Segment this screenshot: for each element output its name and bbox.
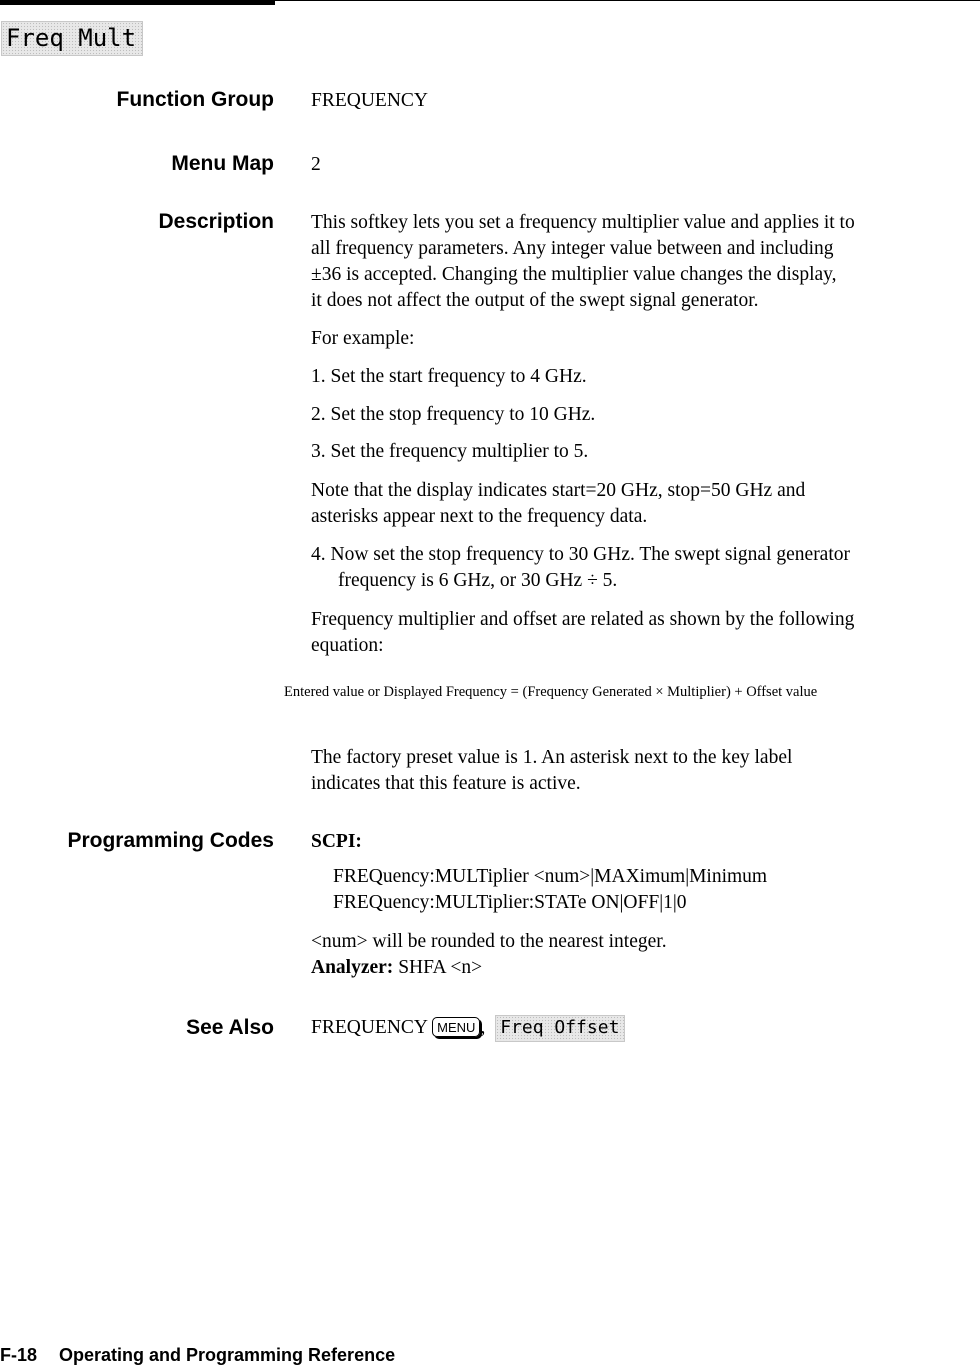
example-step-4-line: frequency is 6 GHz, or 30 GHz ÷ 5. — [338, 570, 618, 591]
frequency-equation: Entered value or Displayed Frequency = (Frequency Generated × Multiplier) + Offset value — [284, 684, 818, 700]
menu-hardkey: MENU — [432, 1017, 480, 1037]
analyzer-code: SHFA <n> — [398, 957, 483, 978]
menu-map-label: Menu Map — [171, 152, 274, 175]
num-rounding-note: <num> will be rounded to the nearest integer. — [311, 931, 667, 952]
preset-note-line: indicates that this feature is active. — [311, 773, 581, 794]
page-footer — [0, 1345, 395, 1366]
relation-line: equation: — [311, 635, 384, 656]
see-also-content — [311, 1015, 625, 1042]
header-rule-thick — [0, 0, 275, 5]
description-line: it does not affect the output of the swept signal generator. — [311, 290, 759, 311]
example-step-4-line: 4. Now set the stop frequency to 30 GHz. The swept signal generator — [311, 544, 851, 565]
example-step-3: 3. Set the frequency multiplier to 5. — [311, 441, 589, 462]
description-line: ±36 is accepted. Changing the multiplier value changes the display, — [311, 264, 837, 285]
relation-line: Frequency multiplier and offset are related as shown by the following — [311, 609, 855, 630]
display-note — [311, 478, 805, 530]
preset-note-line: The factory preset value is 1. An asterisk next to the key label — [311, 747, 793, 768]
description-line: This softkey lets you set a frequency multiplier value and applies it to — [311, 212, 855, 233]
scpi-command: FREQuency:MULTiplier <num>|MAXimum|Minimum — [333, 866, 768, 887]
display-note-line: Note that the display indicates start=20 GHz, stop=50 GHz and — [311, 480, 806, 501]
see-also-frequency: FREQUENCY — [311, 1017, 428, 1038]
header-rule-thin — [275, 0, 980, 1]
see-also-label: See Also — [186, 1016, 274, 1039]
scpi-label: SCPI: — [311, 831, 362, 852]
section-title: Operating and Programming Reference — [59, 1345, 396, 1365]
function-group-label: Function Group — [116, 88, 274, 111]
menu-map-value: 2 — [311, 154, 321, 175]
analyzer-code-line — [311, 955, 482, 981]
see-also-separator: , — [480, 1017, 486, 1038]
scpi-command: FREQuency:MULTiplier:STATe ON|OFF|1|0 — [333, 892, 687, 913]
scpi-commands — [333, 864, 767, 916]
page-title-softkey: Freq Mult — [1, 21, 143, 56]
example-step-1: 1. Set the start frequency to 4 GHz. — [311, 366, 587, 387]
relation-text — [311, 607, 854, 659]
description-label: Description — [158, 210, 274, 233]
programming-codes-label: Programming Codes — [67, 829, 274, 852]
description-intro — [311, 210, 855, 314]
description-line: all frequency parameters. Any integer value between and including — [311, 238, 834, 259]
analyzer-label: Analyzer: — [311, 957, 394, 978]
preset-note — [311, 745, 792, 797]
example-step-2: 2. Set the stop frequency to 10 GHz. — [311, 404, 596, 425]
example-step-4 — [311, 542, 850, 594]
freq-offset-softkey: Freq Offset — [495, 1015, 625, 1042]
example-intro: For example: — [311, 328, 415, 349]
function-group-value: FREQUENCY — [311, 90, 429, 111]
page-number: F-18 — [0, 1345, 38, 1365]
display-note-line: asterisks appear next to the frequency data. — [311, 506, 648, 527]
